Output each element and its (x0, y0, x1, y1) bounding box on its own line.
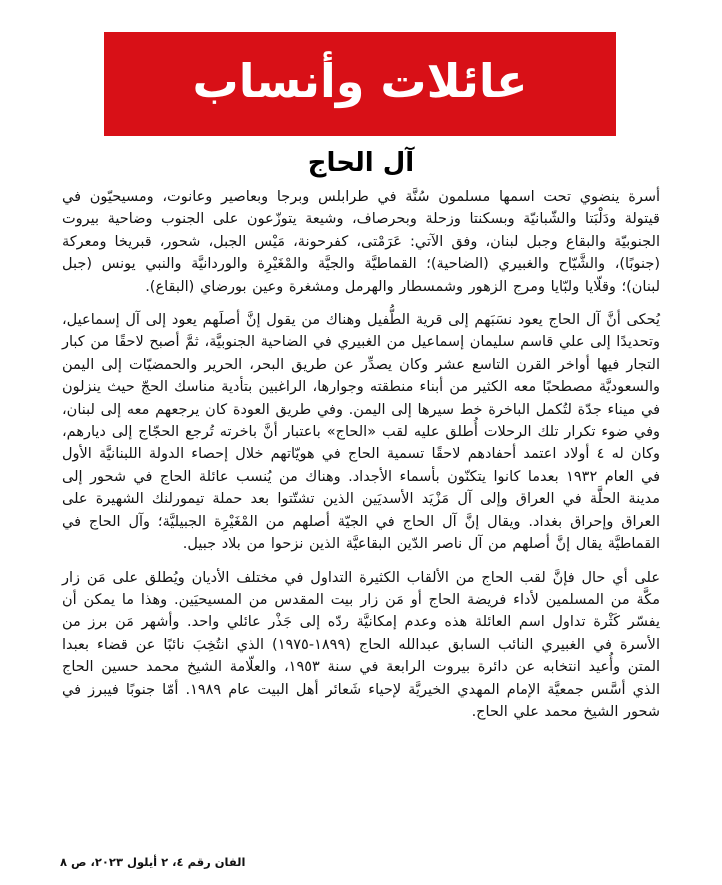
article-paragraph-1: أسرة ينضوي تحت اسمها مسلمون سُنَّة في طرابلس وبرجا وبعاصير وعانوت، ومسيحيّون في قيتولة ودَلْبَتا والشّبانيّة وبسكنتا وزحلة وبحرصاف، وشيعة يتوزّعون على الجنوب وضاحية بيروت الجنوبيّة والبقاع وجبل لبنان، وفق الآتي: عَرَمْتى، كفرحونة، مَيْس الجبل، شحور، قبريخا ومعركة (جنوبًا)، والشَّيّاح والغبيري (الضاحية)؛ القماطيَّة والجيَّة والمْغَيْرِة والوردانيَّة والنبي يونس (جبل لبنان)؛ وقلّايا ولبّايا ومرج الزهور وشمسطار والهرمل ومشغرة وعين بورضاي (البقاع). (62, 189, 660, 295)
section-banner-title: عائلات وأنساب (192, 54, 528, 108)
article-title: آل الحاج (307, 148, 415, 178)
article-paragraph-2: يُحكى أنَّ آل الحاج يعود نسَبَهم إلى قرية الطُّفيل وهناك من يقول إنَّ أصلَهم يعود إلى آل إسماعيل، وتحديدًا إلى علي قاسم سليمان إسماعيل من الغبيري في الضاحية الجنوبيَّة، ثمَّ أصبح لاحقًا من كبار التجار فيها أواخر القرن التاسع عشر وكان يصدِّر عن طريق البحر، الحرير والحمضيّات إلى اليمن والسعوديَّة مصطحبًا معه الكثير من أبناء منطقته وجوارها، الراغبين بتأدية مناسك الحجّ حيث ينزلون في ميناء جدّة لتُكمل الباخرة خط سيرها إلى اليمن. وفي طريق العودة كان يرجعهم معه إلى لبنان، وفي ضوء تكرار تلك الرحلات أُطلق عليه لقب «الحاج» باعتبار أنَّ باخرته تُرجع الحجّاج إلى ديارهم، وكان له ٤ أولاد اعتمد أحفادهم لاحقًا تسمية الحاج في هويّاتهم خلال إحصاء الدولة اللبنانيَّة الأول في العام ١٩٣٢ بعدما كانوا يتكنّون بأسماء الأجداد. وهناك من يُنسب عائلة الحاج في شحور إلى مدينة الحلَّة في العراق وإلى آل مَزْيَد الأسديَين الذين تشتّتوا بعد حملة تيمورلنك الشهيرة على العراق وإحراق بغداد. ويقال إنَّ آل الحاج في الجيّة أصلهم من المْغَيْرِة الجبيليَّة؛ وآل الحاج في القماطيَّة يقال إنَّ أصلهم من آل ناصر الدّين البقاعيَّة الذين نزحوا من بلاد جبيل. (62, 312, 660, 553)
section-banner (104, 32, 616, 136)
article-body (62, 186, 660, 734)
article-paragraph-3: على أي حال فإنَّ لقب الحاج من الألقاب الكثيرة التداول في مختلف الأديان ويُطلق على مَن زار مكَّة من المسلمين لأداء فريضة الحاج أو مَن زار بيت المقدس من المسيحيَين. وهذا ما يمكن أن يفسّر كَثْرة تداول اسم العائلة هذه وعدم إمكانيَّة ردّه إلى جَذْر عائلي واحد. وأشهر مَن برز من الأسرة في الغبيري النائب السابق عبدالله الحاج (١٨٩٩-١٩٧٥) الذي انتُخِبَ نائبًا عن قضاء بعبدا المتن وأُعيد انتخابه عن دائرة بيروت الرابعة في سنة ١٩٥٣، والعلّامة الشيخ محمد حسين الحاج الذي أسَّس جمعيَّة الإمام المهدي الخيريَّة لإحياء شَعائر أهل البيت عام ١٩٨٩. أمّا جنوبًا فيبرز في شحور الشيخ محمد علي الحاج. (62, 569, 661, 720)
page-footer-citation: الفان رقم ٤، ٢ أيلول ٢٠٢٣، ص ٨ (60, 855, 246, 869)
